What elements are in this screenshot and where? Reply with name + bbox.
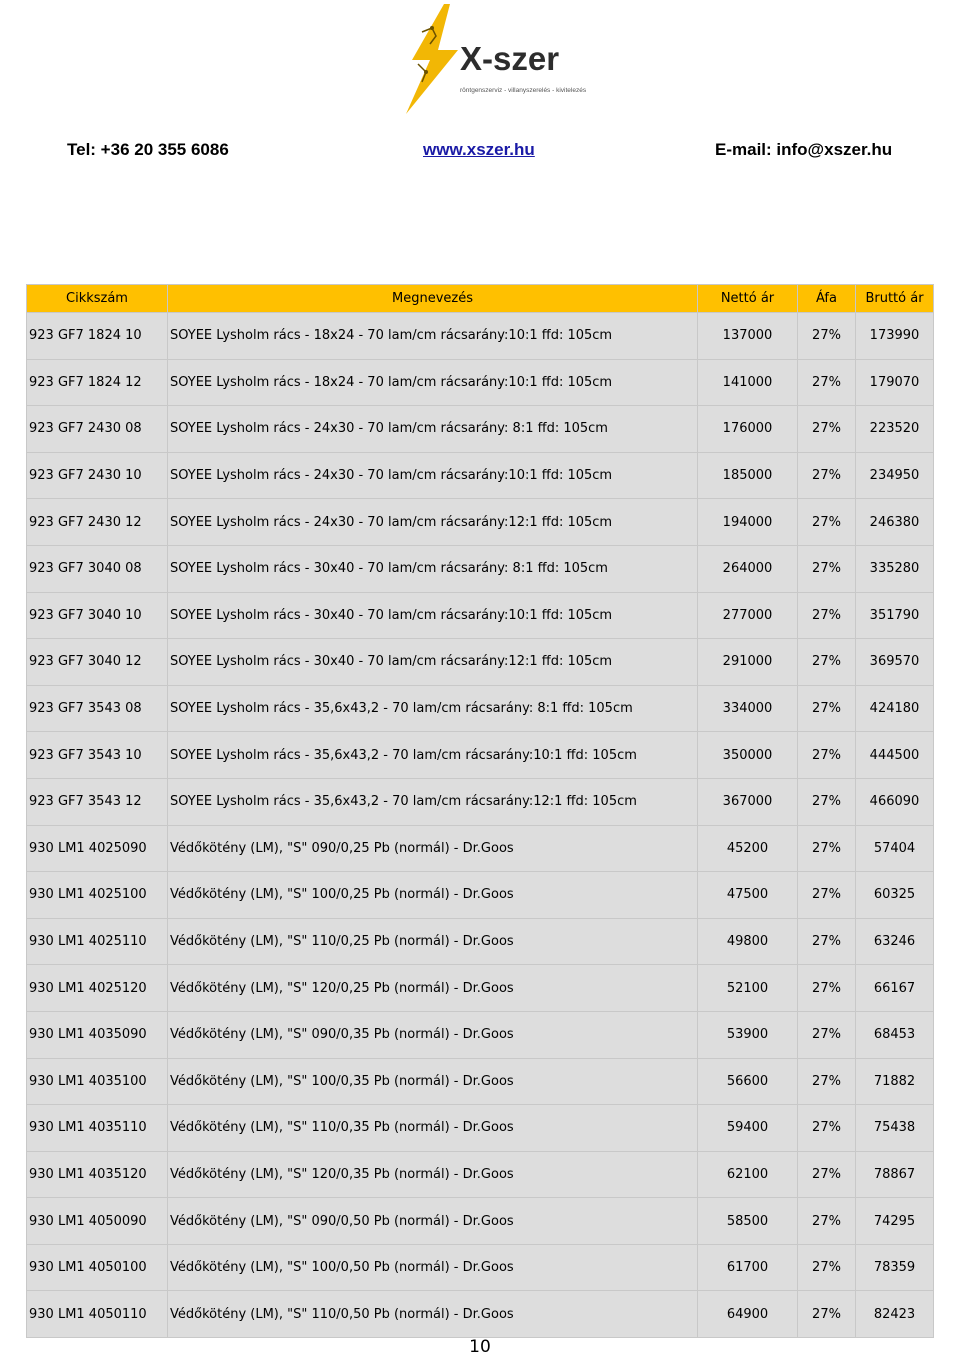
cell-gross-price: 173990 bbox=[856, 313, 934, 360]
table-row bbox=[27, 313, 934, 360]
cell-gross-price: 369570 bbox=[856, 639, 934, 686]
cell-net-price: 58500 bbox=[698, 1198, 798, 1245]
cell-net-price: 291000 bbox=[698, 639, 798, 686]
cell-name: SOYEE Lysholm rács - 30x40 - 70 lam/cm rácsarány: 8:1 ffd: 105cm bbox=[168, 545, 698, 592]
table-row bbox=[27, 1058, 934, 1105]
cell-vat: 27% bbox=[798, 1151, 856, 1198]
table-header-row bbox=[27, 285, 934, 313]
cell-vat: 27% bbox=[798, 359, 856, 406]
brand-name: X-szer bbox=[460, 40, 560, 77]
cell-vat: 27% bbox=[798, 685, 856, 732]
cell-name: SOYEE Lysholm rács - 24x30 - 70 lam/cm rácsarány: 8:1 ffd: 105cm bbox=[168, 406, 698, 453]
table-row bbox=[27, 1011, 934, 1058]
page-number: 10 bbox=[469, 1337, 491, 1357]
cell-vat: 27% bbox=[798, 732, 856, 779]
cell-code: 930 LM1 4035120 bbox=[27, 1151, 168, 1198]
cell-vat: 27% bbox=[798, 313, 856, 360]
brand-tagline: röntgenszerviz - villanyszerelés - kivitelezés bbox=[460, 87, 587, 94]
table-row bbox=[27, 639, 934, 686]
cell-code: 923 GF7 3040 10 bbox=[27, 592, 168, 639]
cell-code: 930 LM1 4025120 bbox=[27, 965, 168, 1012]
cell-vat: 27% bbox=[798, 592, 856, 639]
price-table bbox=[26, 284, 934, 1338]
cell-code: 923 GF7 3543 10 bbox=[27, 732, 168, 779]
contact-bar bbox=[0, 140, 960, 164]
cell-net-price: 62100 bbox=[698, 1151, 798, 1198]
cell-vat: 27% bbox=[798, 545, 856, 592]
cell-code: 923 GF7 1824 12 bbox=[27, 359, 168, 406]
cell-net-price: 56600 bbox=[698, 1058, 798, 1105]
cell-code: 930 LM1 4050100 bbox=[27, 1244, 168, 1291]
column-header-code: Cikkszám bbox=[27, 285, 168, 313]
cell-vat: 27% bbox=[798, 872, 856, 919]
cell-vat: 27% bbox=[798, 1198, 856, 1245]
cell-name: SOYEE Lysholm rács - 18x24 - 70 lam/cm rácsarány:10:1 ffd: 105cm bbox=[168, 313, 698, 360]
table-row bbox=[27, 1291, 934, 1338]
cell-name: SOYEE Lysholm rács - 35,6x43,2 - 70 lam/cm rácsarány:12:1 ffd: 105cm bbox=[168, 778, 698, 825]
cell-code: 930 LM1 4035090 bbox=[27, 1011, 168, 1058]
cell-gross-price: 179070 bbox=[856, 359, 934, 406]
cell-net-price: 53900 bbox=[698, 1011, 798, 1058]
table-row bbox=[27, 1105, 934, 1152]
cell-name: Védőkötény (LM), "S" 110/0,50 Pb (normál) - Dr.Goos bbox=[168, 1291, 698, 1338]
cell-net-price: 350000 bbox=[698, 732, 798, 779]
cell-vat: 27% bbox=[798, 1058, 856, 1105]
cell-name: Védőkötény (LM), "S" 120/0,35 Pb (normál) - Dr.Goos bbox=[168, 1151, 698, 1198]
cell-gross-price: 74295 bbox=[856, 1198, 934, 1245]
cell-gross-price: 71882 bbox=[856, 1058, 934, 1105]
website-link[interactable]: www.xszer.hu bbox=[423, 140, 535, 159]
cell-name: SOYEE Lysholm rács - 24x30 - 70 lam/cm rácsarány:10:1 ffd: 105cm bbox=[168, 452, 698, 499]
cell-code: 930 LM1 4025090 bbox=[27, 825, 168, 872]
cell-name: Védőkötény (LM), "S" 120/0,25 Pb (normál) - Dr.Goos bbox=[168, 965, 698, 1012]
cell-code: 923 GF7 3543 08 bbox=[27, 685, 168, 732]
cell-gross-price: 68453 bbox=[856, 1011, 934, 1058]
cell-net-price: 334000 bbox=[698, 685, 798, 732]
cell-gross-price: 335280 bbox=[856, 545, 934, 592]
cell-vat: 27% bbox=[798, 1244, 856, 1291]
cell-vat: 27% bbox=[798, 1011, 856, 1058]
table-row bbox=[27, 778, 934, 825]
cell-net-price: 49800 bbox=[698, 918, 798, 965]
table-row bbox=[27, 965, 934, 1012]
cell-vat: 27% bbox=[798, 1105, 856, 1152]
cell-vat: 27% bbox=[798, 639, 856, 686]
cell-net-price: 367000 bbox=[698, 778, 798, 825]
column-header-net-price: Nettó ár bbox=[698, 285, 798, 313]
cell-code: 923 GF7 2430 12 bbox=[27, 499, 168, 546]
cell-name: SOYEE Lysholm rács - 35,6x43,2 - 70 lam/cm rácsarány:10:1 ffd: 105cm bbox=[168, 732, 698, 779]
cell-gross-price: 234950 bbox=[856, 452, 934, 499]
cell-code: 930 LM1 4050110 bbox=[27, 1291, 168, 1338]
cell-gross-price: 424180 bbox=[856, 685, 934, 732]
email-address: E-mail: info@xszer.hu bbox=[715, 140, 893, 159]
lightning-bolt-logo-icon bbox=[392, 2, 587, 117]
cell-gross-price: 78867 bbox=[856, 1151, 934, 1198]
cell-net-price: 194000 bbox=[698, 499, 798, 546]
cell-net-price: 45200 bbox=[698, 825, 798, 872]
cell-code: 923 GF7 2430 08 bbox=[27, 406, 168, 453]
column-header-gross-price: Bruttó ár bbox=[856, 285, 934, 313]
cell-name: SOYEE Lysholm rács - 30x40 - 70 lam/cm rácsarány:10:1 ffd: 105cm bbox=[168, 592, 698, 639]
cell-code: 923 GF7 1824 10 bbox=[27, 313, 168, 360]
cell-vat: 27% bbox=[798, 918, 856, 965]
cell-code: 930 LM1 4025110 bbox=[27, 918, 168, 965]
table-row bbox=[27, 592, 934, 639]
cell-gross-price: 60325 bbox=[856, 872, 934, 919]
cell-name: Védőkötény (LM), "S" 100/0,35 Pb (normál) - Dr.Goos bbox=[168, 1058, 698, 1105]
cell-net-price: 47500 bbox=[698, 872, 798, 919]
table-row bbox=[27, 545, 934, 592]
cell-code: 923 GF7 3040 08 bbox=[27, 545, 168, 592]
table-row bbox=[27, 685, 934, 732]
cell-code: 923 GF7 3543 12 bbox=[27, 778, 168, 825]
cell-gross-price: 75438 bbox=[856, 1105, 934, 1152]
table-row bbox=[27, 1244, 934, 1291]
table-row bbox=[27, 1198, 934, 1245]
table-row bbox=[27, 359, 934, 406]
cell-net-price: 277000 bbox=[698, 592, 798, 639]
cell-net-price: 176000 bbox=[698, 406, 798, 453]
cell-net-price: 59400 bbox=[698, 1105, 798, 1152]
table-row bbox=[27, 918, 934, 965]
column-header-vat: Áfa bbox=[798, 285, 856, 313]
cell-code: 930 LM1 4035100 bbox=[27, 1058, 168, 1105]
table-row bbox=[27, 825, 934, 872]
cell-code: 930 LM1 4035110 bbox=[27, 1105, 168, 1152]
cell-gross-price: 351790 bbox=[856, 592, 934, 639]
cell-net-price: 52100 bbox=[698, 965, 798, 1012]
cell-name: Védőkötény (LM), "S" 090/0,25 Pb (normál) - Dr.Goos bbox=[168, 825, 698, 872]
cell-vat: 27% bbox=[798, 778, 856, 825]
cell-name: Védőkötény (LM), "S" 110/0,25 Pb (normál) - Dr.Goos bbox=[168, 918, 698, 965]
company-logo bbox=[392, 2, 587, 117]
cell-code: 930 LM1 4050090 bbox=[27, 1198, 168, 1245]
cell-net-price: 141000 bbox=[698, 359, 798, 406]
cell-name: Védőkötény (LM), "S" 090/0,35 Pb (normál) - Dr.Goos bbox=[168, 1011, 698, 1058]
cell-net-price: 61700 bbox=[698, 1244, 798, 1291]
cell-name: Védőkötény (LM), "S" 100/0,25 Pb (normál) - Dr.Goos bbox=[168, 872, 698, 919]
table-row bbox=[27, 1151, 934, 1198]
cell-net-price: 137000 bbox=[698, 313, 798, 360]
cell-code: 923 GF7 3040 12 bbox=[27, 639, 168, 686]
cell-vat: 27% bbox=[798, 825, 856, 872]
cell-gross-price: 466090 bbox=[856, 778, 934, 825]
cell-gross-price: 223520 bbox=[856, 406, 934, 453]
cell-name: SOYEE Lysholm rács - 35,6x43,2 - 70 lam/cm rácsarány: 8:1 ffd: 105cm bbox=[168, 685, 698, 732]
table-row bbox=[27, 452, 934, 499]
cell-name: Védőkötény (LM), "S" 110/0,35 Pb (normál) - Dr.Goos bbox=[168, 1105, 698, 1152]
cell-name: SOYEE Lysholm rács - 18x24 - 70 lam/cm rácsarány:10:1 ffd: 105cm bbox=[168, 359, 698, 406]
cell-vat: 27% bbox=[798, 452, 856, 499]
table-row bbox=[27, 499, 934, 546]
cell-vat: 27% bbox=[798, 965, 856, 1012]
table-row bbox=[27, 406, 934, 453]
cell-name: SOYEE Lysholm rács - 24x30 - 70 lam/cm rácsarány:12:1 ffd: 105cm bbox=[168, 499, 698, 546]
cell-net-price: 185000 bbox=[698, 452, 798, 499]
column-header-name: Megnevezés bbox=[168, 285, 698, 313]
cell-vat: 27% bbox=[798, 499, 856, 546]
cell-name: Védőkötény (LM), "S" 090/0,50 Pb (normál) - Dr.Goos bbox=[168, 1198, 698, 1245]
phone-number: Tel: +36 20 355 6086 bbox=[67, 140, 229, 159]
cell-gross-price: 78359 bbox=[856, 1244, 934, 1291]
cell-gross-price: 246380 bbox=[856, 499, 934, 546]
cell-net-price: 64900 bbox=[698, 1291, 798, 1338]
cell-gross-price: 63246 bbox=[856, 918, 934, 965]
cell-name: SOYEE Lysholm rács - 30x40 - 70 lam/cm rácsarány:12:1 ffd: 105cm bbox=[168, 639, 698, 686]
table-row bbox=[27, 732, 934, 779]
cell-vat: 27% bbox=[798, 1291, 856, 1338]
cell-code: 930 LM1 4025100 bbox=[27, 872, 168, 919]
cell-gross-price: 57404 bbox=[856, 825, 934, 872]
cell-code: 923 GF7 2430 10 bbox=[27, 452, 168, 499]
cell-gross-price: 66167 bbox=[856, 965, 934, 1012]
cell-name: Védőkötény (LM), "S" 100/0,50 Pb (normál) - Dr.Goos bbox=[168, 1244, 698, 1291]
cell-vat: 27% bbox=[798, 406, 856, 453]
cell-gross-price: 82423 bbox=[856, 1291, 934, 1338]
cell-net-price: 264000 bbox=[698, 545, 798, 592]
table-row bbox=[27, 872, 934, 919]
cell-gross-price: 444500 bbox=[856, 732, 934, 779]
